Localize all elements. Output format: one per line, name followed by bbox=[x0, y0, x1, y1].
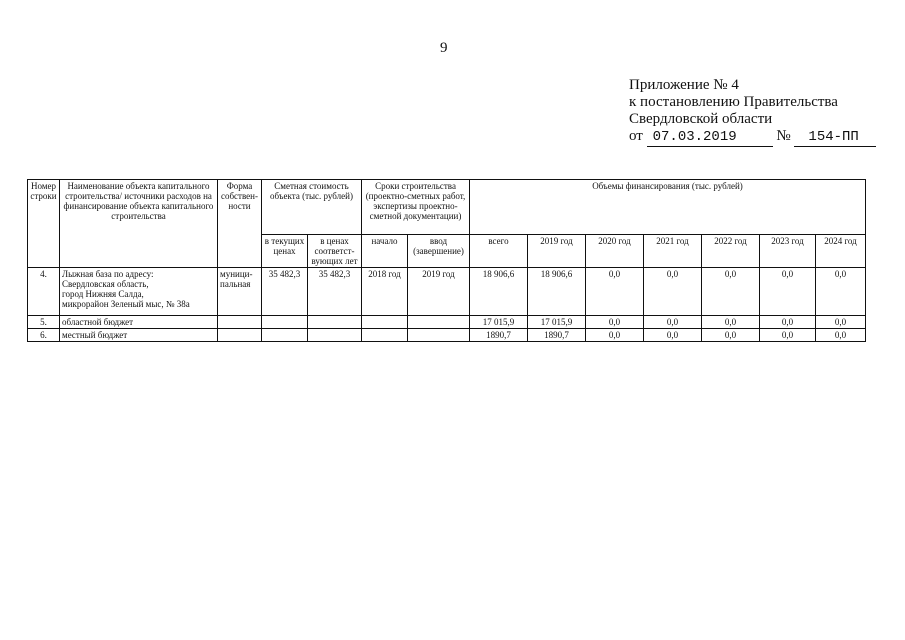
ownership-cell bbox=[218, 329, 262, 342]
header-ownership: Форма собствен-ности bbox=[218, 180, 262, 268]
header-cost-years: в ценах соответст-вующих лет bbox=[308, 235, 362, 268]
table-row bbox=[28, 316, 866, 329]
year-2021-cell: 0,0 bbox=[644, 316, 702, 329]
cost-current-cell: 35 482,3 bbox=[262, 268, 308, 316]
appendix-title: Приложение № 4 bbox=[629, 77, 739, 93]
object-name-line: город Нижняя Салда, bbox=[62, 289, 144, 299]
total-cell: 1890,7 bbox=[470, 329, 528, 342]
object-name: областной бюджет bbox=[60, 316, 218, 329]
header-row-number: Номер строки bbox=[28, 180, 60, 268]
appendix-header bbox=[629, 77, 876, 147]
header-completion: ввод (завершение) bbox=[408, 235, 470, 268]
year-2024-cell: 0,0 bbox=[816, 316, 866, 329]
start-cell bbox=[362, 329, 408, 342]
header-year-2023: 2023 год bbox=[760, 235, 816, 268]
header-object-name: Наименование объекта капитального строительства/ источники расходов на финансирование объекта капитального строительства bbox=[60, 180, 218, 268]
financing-table bbox=[27, 179, 866, 342]
object-name-line: микрорайон Зеленый мыс, № 38а bbox=[62, 299, 190, 309]
header-construction-terms: Сроки строительства (проектно-сметных работ, экспертизы проектно-сметной документации) bbox=[362, 180, 470, 235]
year-2019-cell: 17 015,9 bbox=[528, 316, 586, 329]
year-2024-cell: 0,0 bbox=[816, 268, 866, 316]
cost-years-cell bbox=[308, 316, 362, 329]
year-2023-cell: 0,0 bbox=[760, 316, 816, 329]
total-cell: 17 015,9 bbox=[470, 316, 528, 329]
cost-current-cell bbox=[262, 329, 308, 342]
object-name-line: Свердловская область, bbox=[62, 279, 149, 289]
appendix-region: Свердловской области bbox=[629, 111, 773, 127]
header-year-2022: 2022 год bbox=[702, 235, 760, 268]
header-total: всего bbox=[470, 235, 528, 268]
resolution-date: 07.03.2019 bbox=[647, 129, 773, 147]
year-2022-cell: 0,0 bbox=[702, 329, 760, 342]
table-row bbox=[28, 329, 866, 342]
row-number: 4. bbox=[28, 268, 60, 316]
row-number: 6. bbox=[28, 329, 60, 342]
start-cell bbox=[362, 316, 408, 329]
date-prefix: от bbox=[629, 128, 643, 144]
header-year-2019: 2019 год bbox=[528, 235, 586, 268]
start-cell: 2018 год bbox=[362, 268, 408, 316]
completion-cell: 2019 год bbox=[408, 268, 470, 316]
appendix-resolution: к постановлению Правительства bbox=[629, 94, 838, 110]
year-2022-cell: 0,0 bbox=[702, 316, 760, 329]
completion-cell bbox=[408, 316, 470, 329]
cost-current-cell bbox=[262, 316, 308, 329]
year-2024-cell: 0,0 bbox=[816, 329, 866, 342]
table-row bbox=[28, 268, 866, 316]
resolution-number: 154-ПП bbox=[794, 129, 876, 147]
object-name-line: Лыжная база по адресу: bbox=[62, 269, 154, 279]
number-prefix: № bbox=[776, 128, 791, 144]
completion-cell bbox=[408, 329, 470, 342]
header-start: начало bbox=[362, 235, 408, 268]
year-2021-cell: 0,0 bbox=[644, 329, 702, 342]
cost-years-cell bbox=[308, 329, 362, 342]
object-name bbox=[60, 268, 218, 316]
cost-years-cell: 35 482,3 bbox=[308, 268, 362, 316]
total-cell: 18 906,6 bbox=[470, 268, 528, 316]
header-year-2024: 2024 год bbox=[816, 235, 866, 268]
year-2020-cell: 0,0 bbox=[586, 329, 644, 342]
year-2019-cell: 1890,7 bbox=[528, 329, 586, 342]
header-estimated-cost: Сметная стоимость объекта (тыс. рублей) bbox=[262, 180, 362, 235]
year-2020-cell: 0,0 bbox=[586, 316, 644, 329]
row-number: 5. bbox=[28, 316, 60, 329]
year-2023-cell: 0,0 bbox=[760, 329, 816, 342]
year-2019-cell: 18 906,6 bbox=[528, 268, 586, 316]
header-year-2021: 2021 год bbox=[644, 235, 702, 268]
ownership-cell: муници-пальная bbox=[218, 268, 262, 316]
header-cost-current: в текущих ценах bbox=[262, 235, 308, 268]
year-2020-cell: 0,0 bbox=[586, 268, 644, 316]
object-name: местный бюджет bbox=[60, 329, 218, 342]
ownership-cell bbox=[218, 316, 262, 329]
year-2021-cell: 0,0 bbox=[644, 268, 702, 316]
appendix-date-line bbox=[629, 128, 876, 147]
year-2023-cell: 0,0 bbox=[760, 268, 816, 316]
header-financing: Объемы финансирования (тыс. рублей) bbox=[470, 180, 866, 235]
header-year-2020: 2020 год bbox=[586, 235, 644, 268]
page-number: 9 bbox=[440, 40, 448, 56]
year-2022-cell: 0,0 bbox=[702, 268, 760, 316]
